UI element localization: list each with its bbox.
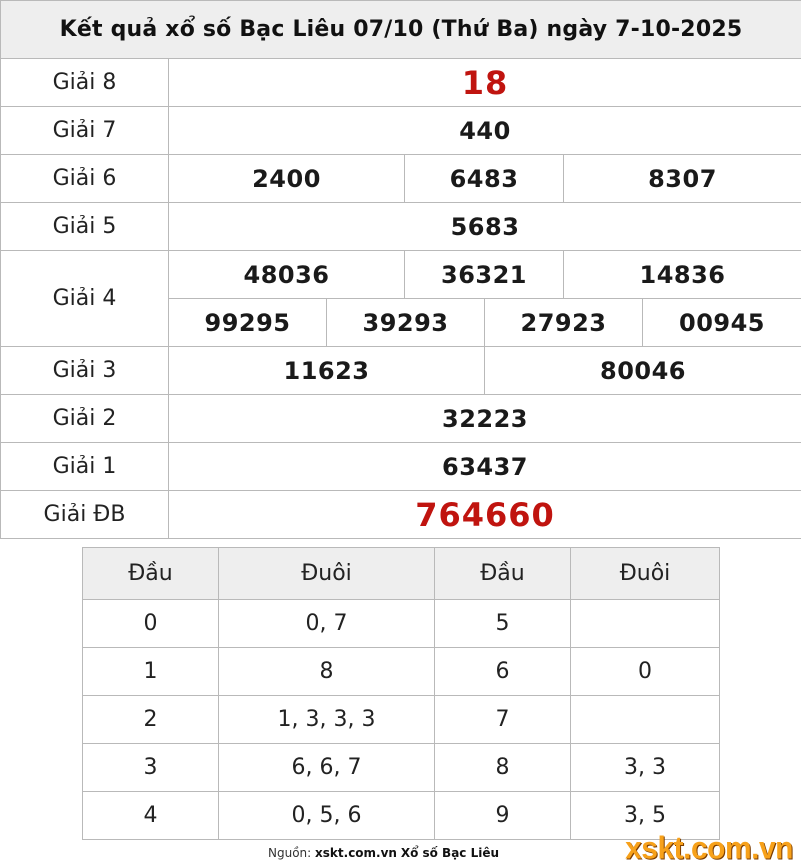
loto-duoi	[571, 600, 720, 648]
prize-number: 36321	[405, 251, 564, 299]
page-title: Kết quả xổ số Bạc Liêu 07/10 (Thứ Ba) ngày 7-10-2025	[1, 1, 801, 59]
prize-row-g5	[1, 203, 801, 251]
loto-dau: 4	[83, 792, 219, 840]
prize-label: Giải 2	[1, 395, 169, 443]
prize-number: 99295	[169, 299, 327, 347]
prize-number: 39293	[327, 299, 485, 347]
loto-dau: 6	[435, 648, 571, 696]
loto-duoi	[571, 696, 720, 744]
loto-dau: 9	[435, 792, 571, 840]
prize-label: Giải ĐB	[1, 491, 169, 539]
loto-header-dau: Đầu	[83, 548, 219, 600]
prize-label: Giải 8	[1, 59, 169, 107]
loto-header-row	[83, 548, 720, 600]
source-suffix: Xổ số Bạc Liêu	[400, 846, 500, 860]
prize-number: 14836	[564, 251, 801, 299]
prize-label: Giải 7	[1, 107, 169, 155]
loto-row	[83, 744, 720, 792]
prize-row-special	[1, 491, 801, 539]
prize-number: 11623	[169, 347, 485, 395]
prize-number: 27923	[485, 299, 643, 347]
footer	[0, 831, 801, 867]
prize-row-g1	[1, 443, 801, 491]
loto-header-duoi: Đuôi	[571, 548, 720, 600]
loto-duoi: 6, 6, 7	[219, 744, 435, 792]
prize-number: 63437	[169, 443, 801, 491]
prize-number: 48036	[169, 251, 405, 299]
loto-duoi: 3, 5	[571, 792, 720, 840]
loto-row	[83, 696, 720, 744]
loto-dau: 3	[83, 744, 219, 792]
prize-label: Giải 6	[1, 155, 169, 203]
source-credit	[268, 846, 499, 860]
prize-number: 2400	[169, 155, 405, 203]
loto-duoi: 1, 3, 3, 3	[219, 696, 435, 744]
loto-table	[82, 547, 720, 840]
prize-number: 18	[169, 59, 801, 107]
loto-duoi: 8	[219, 648, 435, 696]
watermark-logo: xskt.com.vn	[625, 831, 793, 866]
loto-header-duoi: Đuôi	[219, 548, 435, 600]
prize-number: 6483	[405, 155, 564, 203]
loto-header-dau: Đầu	[435, 548, 571, 600]
prize-label: Giải 3	[1, 347, 169, 395]
loto-dau: 7	[435, 696, 571, 744]
prize-row-g8	[1, 59, 801, 107]
prize-label: Giải 5	[1, 203, 169, 251]
prize-row-g3	[1, 347, 801, 395]
loto-row	[83, 648, 720, 696]
loto-duoi: 3, 3	[571, 744, 720, 792]
loto-row	[83, 600, 720, 648]
loto-duoi: 0, 5, 6	[219, 792, 435, 840]
prize-number: 80046	[485, 347, 801, 395]
source-prefix: Nguồn:	[268, 846, 312, 860]
prize-number: 00945	[643, 299, 801, 347]
prize-label: Giải 4	[1, 251, 169, 347]
loto-duoi: 0, 7	[219, 600, 435, 648]
loto-dau: 2	[83, 696, 219, 744]
prize-row-g4	[1, 251, 801, 299]
loto-dau: 0	[83, 600, 219, 648]
prize-number: 8307	[564, 155, 801, 203]
source-link[interactable]: xskt.com.vn	[315, 846, 397, 860]
loto-dau: 1	[83, 648, 219, 696]
prize-row-g2	[1, 395, 801, 443]
loto-dau: 8	[435, 744, 571, 792]
loto-duoi: 0	[571, 648, 720, 696]
prize-number: 32223	[169, 395, 801, 443]
prize-number: 440	[169, 107, 801, 155]
loto-row	[83, 792, 720, 840]
loto-dau: 5	[435, 600, 571, 648]
prize-row-g7	[1, 107, 801, 155]
prize-row-g6	[1, 155, 801, 203]
prize-number: 5683	[169, 203, 801, 251]
prize-label: Giải 1	[1, 443, 169, 491]
special-prize-number: 764660	[169, 491, 801, 539]
